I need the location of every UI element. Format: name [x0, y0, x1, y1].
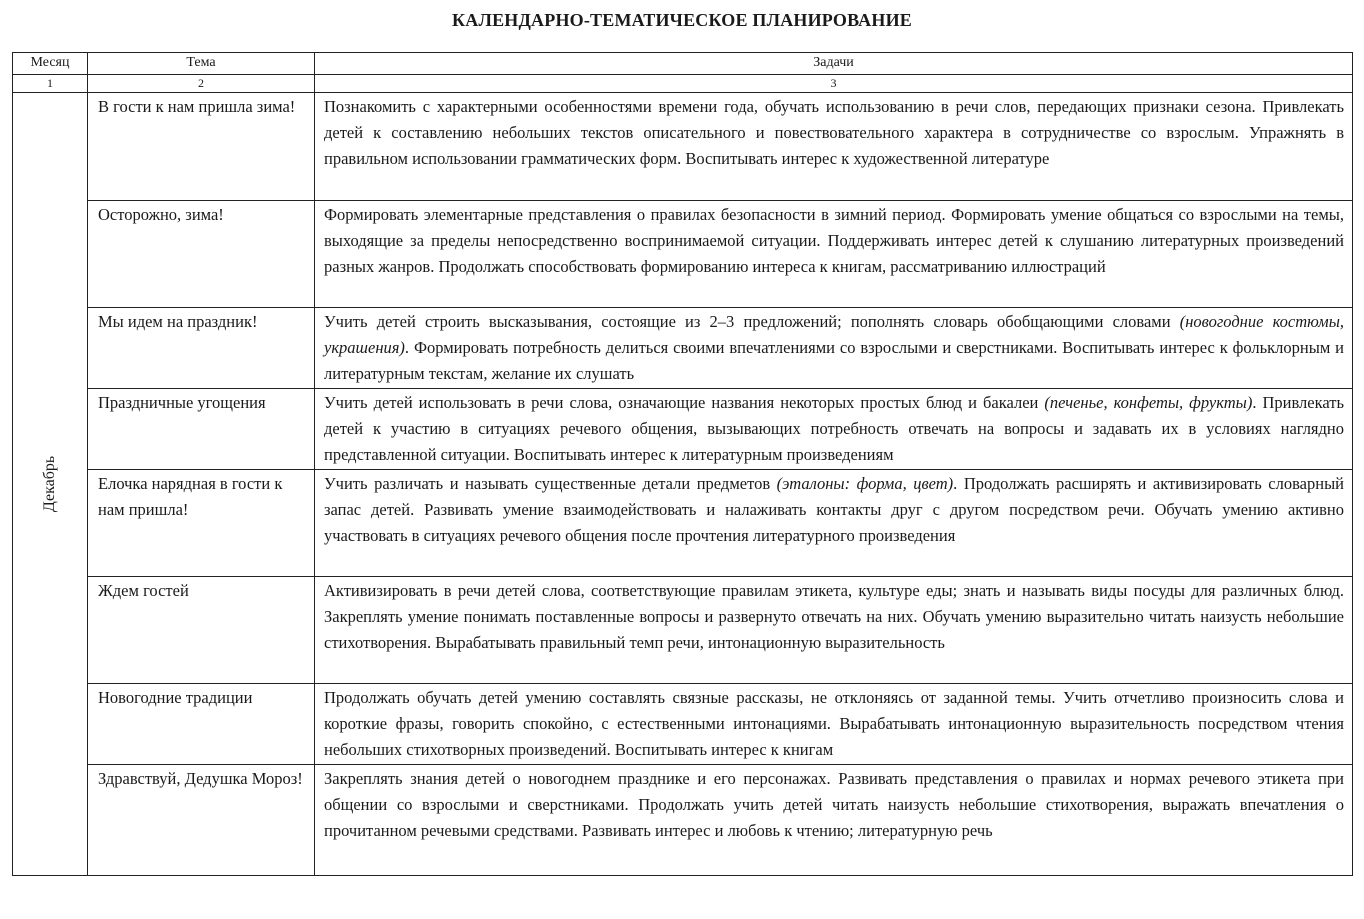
task-italic-text: (новогодние костюмы, украшения) — [324, 312, 1344, 357]
table-row — [13, 684, 1353, 765]
month-label: Декабрь — [41, 455, 58, 513]
column-number-row — [13, 75, 1353, 93]
topic-cell: Здравствуй, Дедушка Мороз! — [88, 765, 315, 876]
table-row — [13, 765, 1353, 876]
task-text: Закреплять знания детей о новогоднем празднике и его персонажах. Развивать представления о правилах и нормах речевого этикета при общении со взрослыми и сверстниками. Продолжать учить детей читать наизусть небольшие стихотворения, выражать впечатления о прочитанном речевыми средствами. Развивать интерес и любовь к чтению; литературную речь — [324, 769, 1344, 840]
task-cell — [315, 577, 1353, 684]
table-row — [13, 577, 1353, 684]
task-cell — [315, 308, 1353, 389]
column-number: 3 — [315, 75, 1353, 93]
topic-cell: Ждем гостей — [88, 577, 315, 684]
column-header-month: Месяц — [13, 53, 88, 75]
month-cell — [13, 93, 88, 876]
column-number: 2 — [88, 75, 315, 93]
task-text-end: . Формировать потребность делиться своими впечатлениями со взрослыми и сверстниками. Воспитывать интерес к фольклорным и литературным текстам, желание их слушать — [324, 338, 1344, 383]
table-row — [13, 470, 1353, 577]
page-title: КАЛЕНДАРНО-ТЕМАТИЧЕСКОЕ ПЛАНИРОВАНИЕ — [452, 10, 912, 30]
table-row — [13, 201, 1353, 308]
column-number: 1 — [13, 75, 88, 93]
column-header-tasks: Задачи — [315, 53, 1353, 75]
table-row — [13, 308, 1353, 389]
task-cell — [315, 93, 1353, 201]
task-text-end: . Продолжать расширять и активизировать словарный запас детей. Развивать умение взаимодействовать и налаживать контакты друг с другом посредством речи. Обучать умению активно участвовать в ситуациях речевого общения после прочтения литературного произведения — [324, 474, 1344, 545]
task-text: Учить детей использовать в речи слова, означающие названия некоторых простых блюд и бакалеи — [324, 393, 1045, 412]
topic-cell: Осторожно, зима! — [88, 201, 315, 308]
task-text: Формировать элементарные представления о правилах безопасности в зимний период. Формировать умение общаться со взрослыми на темы, выходящие за пределы непосредственно воспринимаемой ситуации. Поддерживать интерес детей к слушанию литературных произведений разных жанров. Продолжать способствовать формированию интереса к книгам, рассматриванию иллюстраций — [324, 205, 1344, 276]
task-cell — [315, 470, 1353, 577]
task-text: Познакомить с характерными особенностями времени года, обучать использованию в речи слов, передающих признаки сезона. Привлекать детей к составлению небольших текстов описательного и повествовательного характера в сотрудничестве со взрослым. Упражнять в правильном использовании грамматических форм. Воспитывать интерес к художественной литературе — [324, 97, 1344, 168]
topic-cell: Елочка нарядная в гости к нам пришла! — [88, 470, 315, 577]
task-italic-text: (печенье, конфеты, фрукты) — [1044, 393, 1253, 412]
table-row — [13, 93, 1353, 201]
topic-cell: Праздничные угощения — [88, 389, 315, 470]
task-cell — [315, 765, 1353, 876]
table-row — [13, 389, 1353, 470]
task-cell — [315, 389, 1353, 470]
task-text: Продолжать обучать детей умению составлять связные рассказы, не отклоняясь от заданной темы. Учить отчетливо произносить слова и короткие фразы, говорить спокойно, с естественными интонациями. Вырабатывать интонационную выразительность посредством чтения небольших стихотворных произведений. Воспитывать интерес к книгам — [324, 688, 1344, 759]
task-text: Учить детей строить высказывания, состоящие из 2–3 предложений; пополнять словарь обобщающими словами — [324, 312, 1180, 331]
topic-cell: Мы идем на праздник! — [88, 308, 315, 389]
column-header-topic: Тема — [88, 53, 315, 75]
header-row — [13, 53, 1353, 75]
topic-cell: Новогодние традиции — [88, 684, 315, 765]
task-text: Активизировать в речи детей слова, соответствующие правилам этикета, культуре еды; знать и называть виды посуды для различных блюд. Закреплять умение понимать поставленные вопросы и развернуто отвечать на них. Обучать умению выразительно читать наизусть небольшие стихотворения. Вырабатывать правильный темп речи, интонационную выразительность — [324, 581, 1344, 652]
task-cell — [315, 684, 1353, 765]
planning-table — [12, 52, 1353, 876]
task-cell — [315, 201, 1353, 308]
task-text-end: . Привлекать детей к участию в ситуациях речевого общения, вызывающих потребность отвечать на вопросы и задавать их в условиях наглядно представленной ситуации. Воспитывать интерес к литературным произведениям — [324, 393, 1345, 464]
topic-cell: В гости к нам пришла зима! — [88, 93, 315, 201]
task-text: Учить различать и называть существенные детали предметов — [324, 474, 777, 493]
task-italic-text: (эталоны: форма, цвет) — [776, 474, 954, 493]
